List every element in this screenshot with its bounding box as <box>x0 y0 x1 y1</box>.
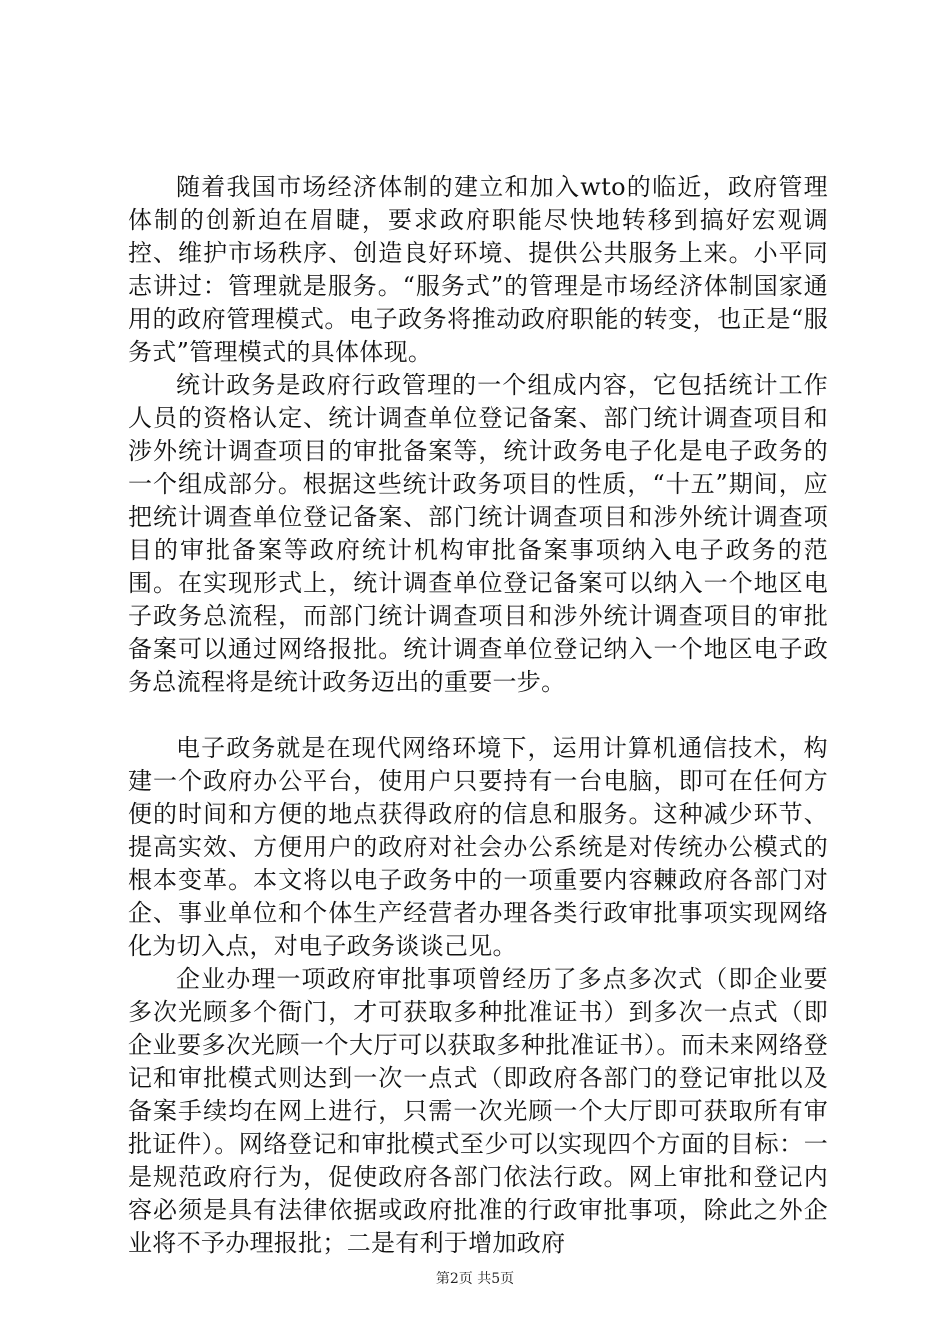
page-number-footer: 第2页 共5页 <box>435 1271 515 1287</box>
paragraph-1: 随着我国市场经济体制的建立和加入wto的临近，政府管理体制的创新迫在眉睫，要求政府职能尽快地转移到搞好宏观调控、维护市场秩序、创造良好环境、提供公共服务上来。小平同志讲过：管理就是服务。“服务式”的管理是市场经济体制国家通用的政府管理模式。电子政务将推动政府职能的转变，也正是“服务式”管理模式的具体体现。 <box>128 173 828 366</box>
paragraph-3: 电子政务就是在现代网络环境下，运用计算机通信技术，构建一个政府办公平台，使用户只要持有一台电脑，即可在任何方便的时间和方便的地点获得政府的信息和服务。这种减少环节、提高实效、方便用户的政府对社会办公系统是对传统办公模式的根本变革。本文将以电子政务中的一项重要内容㯥政府各部门对企、事业单位和个体生产经营者办理各类行政审批事项实现网络化为切入点，对电子政务谈谈己见。 <box>128 734 828 960</box>
paragraph-4: 企业办理一项政府审批事项曾经历了多点多次式（即企业要多次光顾多个衙门，才可获取多种批准证书）到多次一点式（即企业要多次光顾一个大厅可以获取多种批准证书）。而未来网络登记和审批模式则达到一次一点式（即政府各部门的登记审批以及备案手续均在网上进行，只需一次光顾一个大厅即可获取所有审批证件）。网络登记和审批模式至少可以实现四个方面的目标：一是规范政府行为，促使政府各部门依法行政。网上审批和登记内容必须是具有法律依据或政府批准的行政审批事项，除此之外企业将不予办理报批；二是有利于增加政府 <box>128 965 828 1257</box>
document-body <box>128 171 828 1260</box>
paragraph-2: 统计政务是政府行政管理的一个组成内容，它包括统计工作人员的资格认定、统计调查单位登记备案、部门统计调查项目和涉外统计调查项目的审批备案等，统计政务电子化是电子政务的一个组成部分。根据这些统计政务项目的性质，“十五”期间，应把统计调查单位登记备案、部门统计调查项目和涉外统计调查项目的审批备案等政府统计机构审批备案事项纳入电子政务的范围。在实现形式上，统计调查单位登记备案可以纳入一个地区电子政务总流程，而部门统计调查项目和涉外统计调查项目的审批备案可以通过网络报批。统计调查单位登记纳入一个地区电子政务总流程将是统计政务迈出的重要一步。 <box>128 371 828 696</box>
